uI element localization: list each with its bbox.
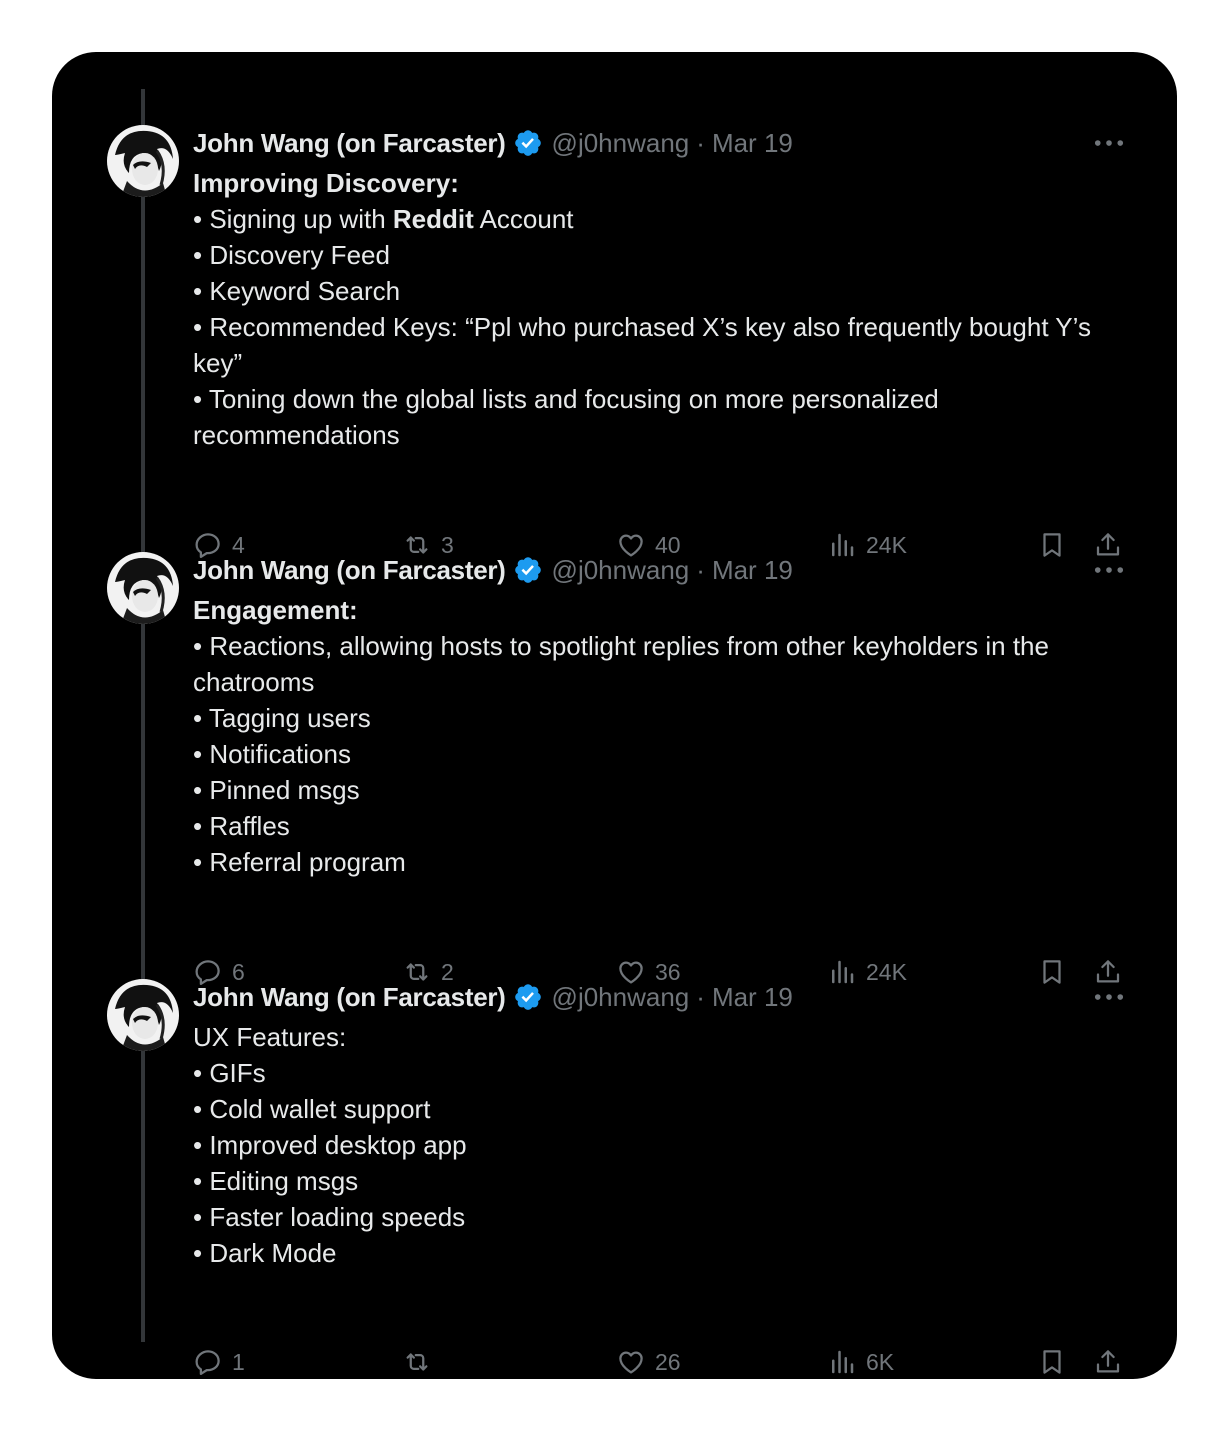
tweet-line: • Reactions, allowing hosts to spotlight replies from other keyholders in the chatrooms — [193, 631, 1057, 697]
tweet-line: • Recommended Keys: “Ppl who purchased X’s key also frequently bought Y’s key” — [193, 312, 1099, 378]
tweet-header — [193, 979, 793, 1015]
tweet-line: • Cold wallet support — [193, 1094, 431, 1124]
tweet-date[interactable]: Mar 19 — [711, 554, 793, 585]
tweet-1[interactable] — [52, 125, 1177, 558]
avatar[interactable] — [107, 552, 179, 624]
line-suffix: Account — [473, 204, 574, 234]
like-icon — [616, 1347, 646, 1377]
tweet-text — [193, 165, 1133, 453]
more-options-icon[interactable] — [1093, 552, 1125, 588]
more-options-icon[interactable] — [1093, 125, 1125, 161]
tweet-line — [193, 201, 1133, 237]
tweet-line: • Referral program — [193, 847, 406, 877]
tweet-text — [193, 592, 1133, 880]
tweet-actions — [193, 1344, 1133, 1379]
avatar-image — [107, 125, 179, 197]
tweet-line: • Raffles — [193, 811, 290, 841]
view-count: 24K — [866, 531, 907, 558]
more-options-icon[interactable] — [1093, 979, 1125, 1015]
reply-count: 1 — [232, 1348, 245, 1375]
verified-badge-icon — [513, 982, 543, 1012]
separator-dot: · — [696, 554, 705, 585]
share-icon — [1093, 1347, 1123, 1377]
tweet-line: • Discovery Feed — [193, 240, 390, 270]
reply-icon — [193, 1347, 223, 1377]
tweet-line: • Notifications — [193, 739, 351, 769]
author-handle[interactable]: @j0hnwang — [551, 554, 690, 585]
bookmark-button[interactable] — [1037, 1344, 1067, 1379]
author-handle[interactable]: @j0hnwang — [551, 981, 690, 1012]
tweet-date[interactable]: Mar 19 — [711, 127, 793, 158]
like-count: 40 — [655, 531, 681, 558]
like-button[interactable] — [616, 1344, 681, 1379]
tweet-2[interactable] — [52, 552, 1177, 985]
views-button[interactable] — [827, 1344, 894, 1379]
author-name[interactable]: John Wang (on Farcaster) — [193, 554, 506, 585]
repost-count: 2 — [441, 958, 454, 985]
tweet-line: • Improved desktop app — [193, 1130, 467, 1160]
tweet-3[interactable] — [52, 979, 1177, 1375]
repost-icon — [402, 1347, 432, 1377]
author-name[interactable]: John Wang (on Farcaster) — [193, 127, 506, 158]
reply-count: 4 — [232, 531, 245, 558]
tweet-line: • Keyword Search — [193, 276, 401, 306]
view-count: 6K — [866, 1348, 895, 1375]
bookmark-icon — [1037, 1347, 1067, 1377]
tweet-date[interactable]: Mar 19 — [711, 981, 793, 1012]
line-prefix: • Signing up with — [193, 204, 393, 234]
tweet-line: • Pinned msgs — [193, 775, 360, 805]
share-button[interactable] — [1093, 1344, 1123, 1379]
tweet-line: • Dark Mode — [193, 1238, 337, 1268]
separator-dot: · — [696, 127, 705, 158]
tweet-line: • GIFs — [193, 1058, 266, 1088]
tweet-text — [193, 1019, 1133, 1271]
reply-button[interactable] — [193, 1344, 245, 1379]
tweet-header — [193, 552, 793, 588]
verified-badge-icon — [513, 555, 543, 585]
like-count: 26 — [655, 1348, 681, 1375]
avatar[interactable] — [107, 125, 179, 197]
tweet-heading: Engagement: — [193, 595, 358, 625]
avatar-image — [107, 979, 179, 1051]
bold-text: Reddit — [392, 204, 474, 234]
verified-badge-icon — [513, 128, 543, 158]
repost-count: 3 — [441, 531, 454, 558]
tweet-heading: Improving Discovery: — [193, 168, 459, 198]
author-handle[interactable]: @j0hnwang — [551, 127, 690, 158]
thread-card — [52, 52, 1177, 1379]
avatar[interactable] — [107, 979, 179, 1051]
like-count: 36 — [655, 958, 681, 985]
tweet-line: • Faster loading speeds — [193, 1202, 466, 1232]
avatar-image — [107, 552, 179, 624]
tweet-line: • Toning down the global lists and focusing on more personalized recommendations — [193, 384, 946, 450]
tweet-header — [193, 125, 793, 161]
view-count: 24K — [866, 958, 907, 985]
tweet-heading: UX Features: — [193, 1022, 347, 1052]
views-icon — [827, 1347, 857, 1377]
author-name[interactable]: John Wang (on Farcaster) — [193, 981, 506, 1012]
repost-button[interactable] — [402, 1344, 441, 1379]
tweet-line: • Editing msgs — [193, 1166, 359, 1196]
reply-count: 6 — [232, 958, 245, 985]
tweet-line: • Tagging users — [193, 703, 371, 733]
separator-dot: · — [696, 981, 705, 1012]
